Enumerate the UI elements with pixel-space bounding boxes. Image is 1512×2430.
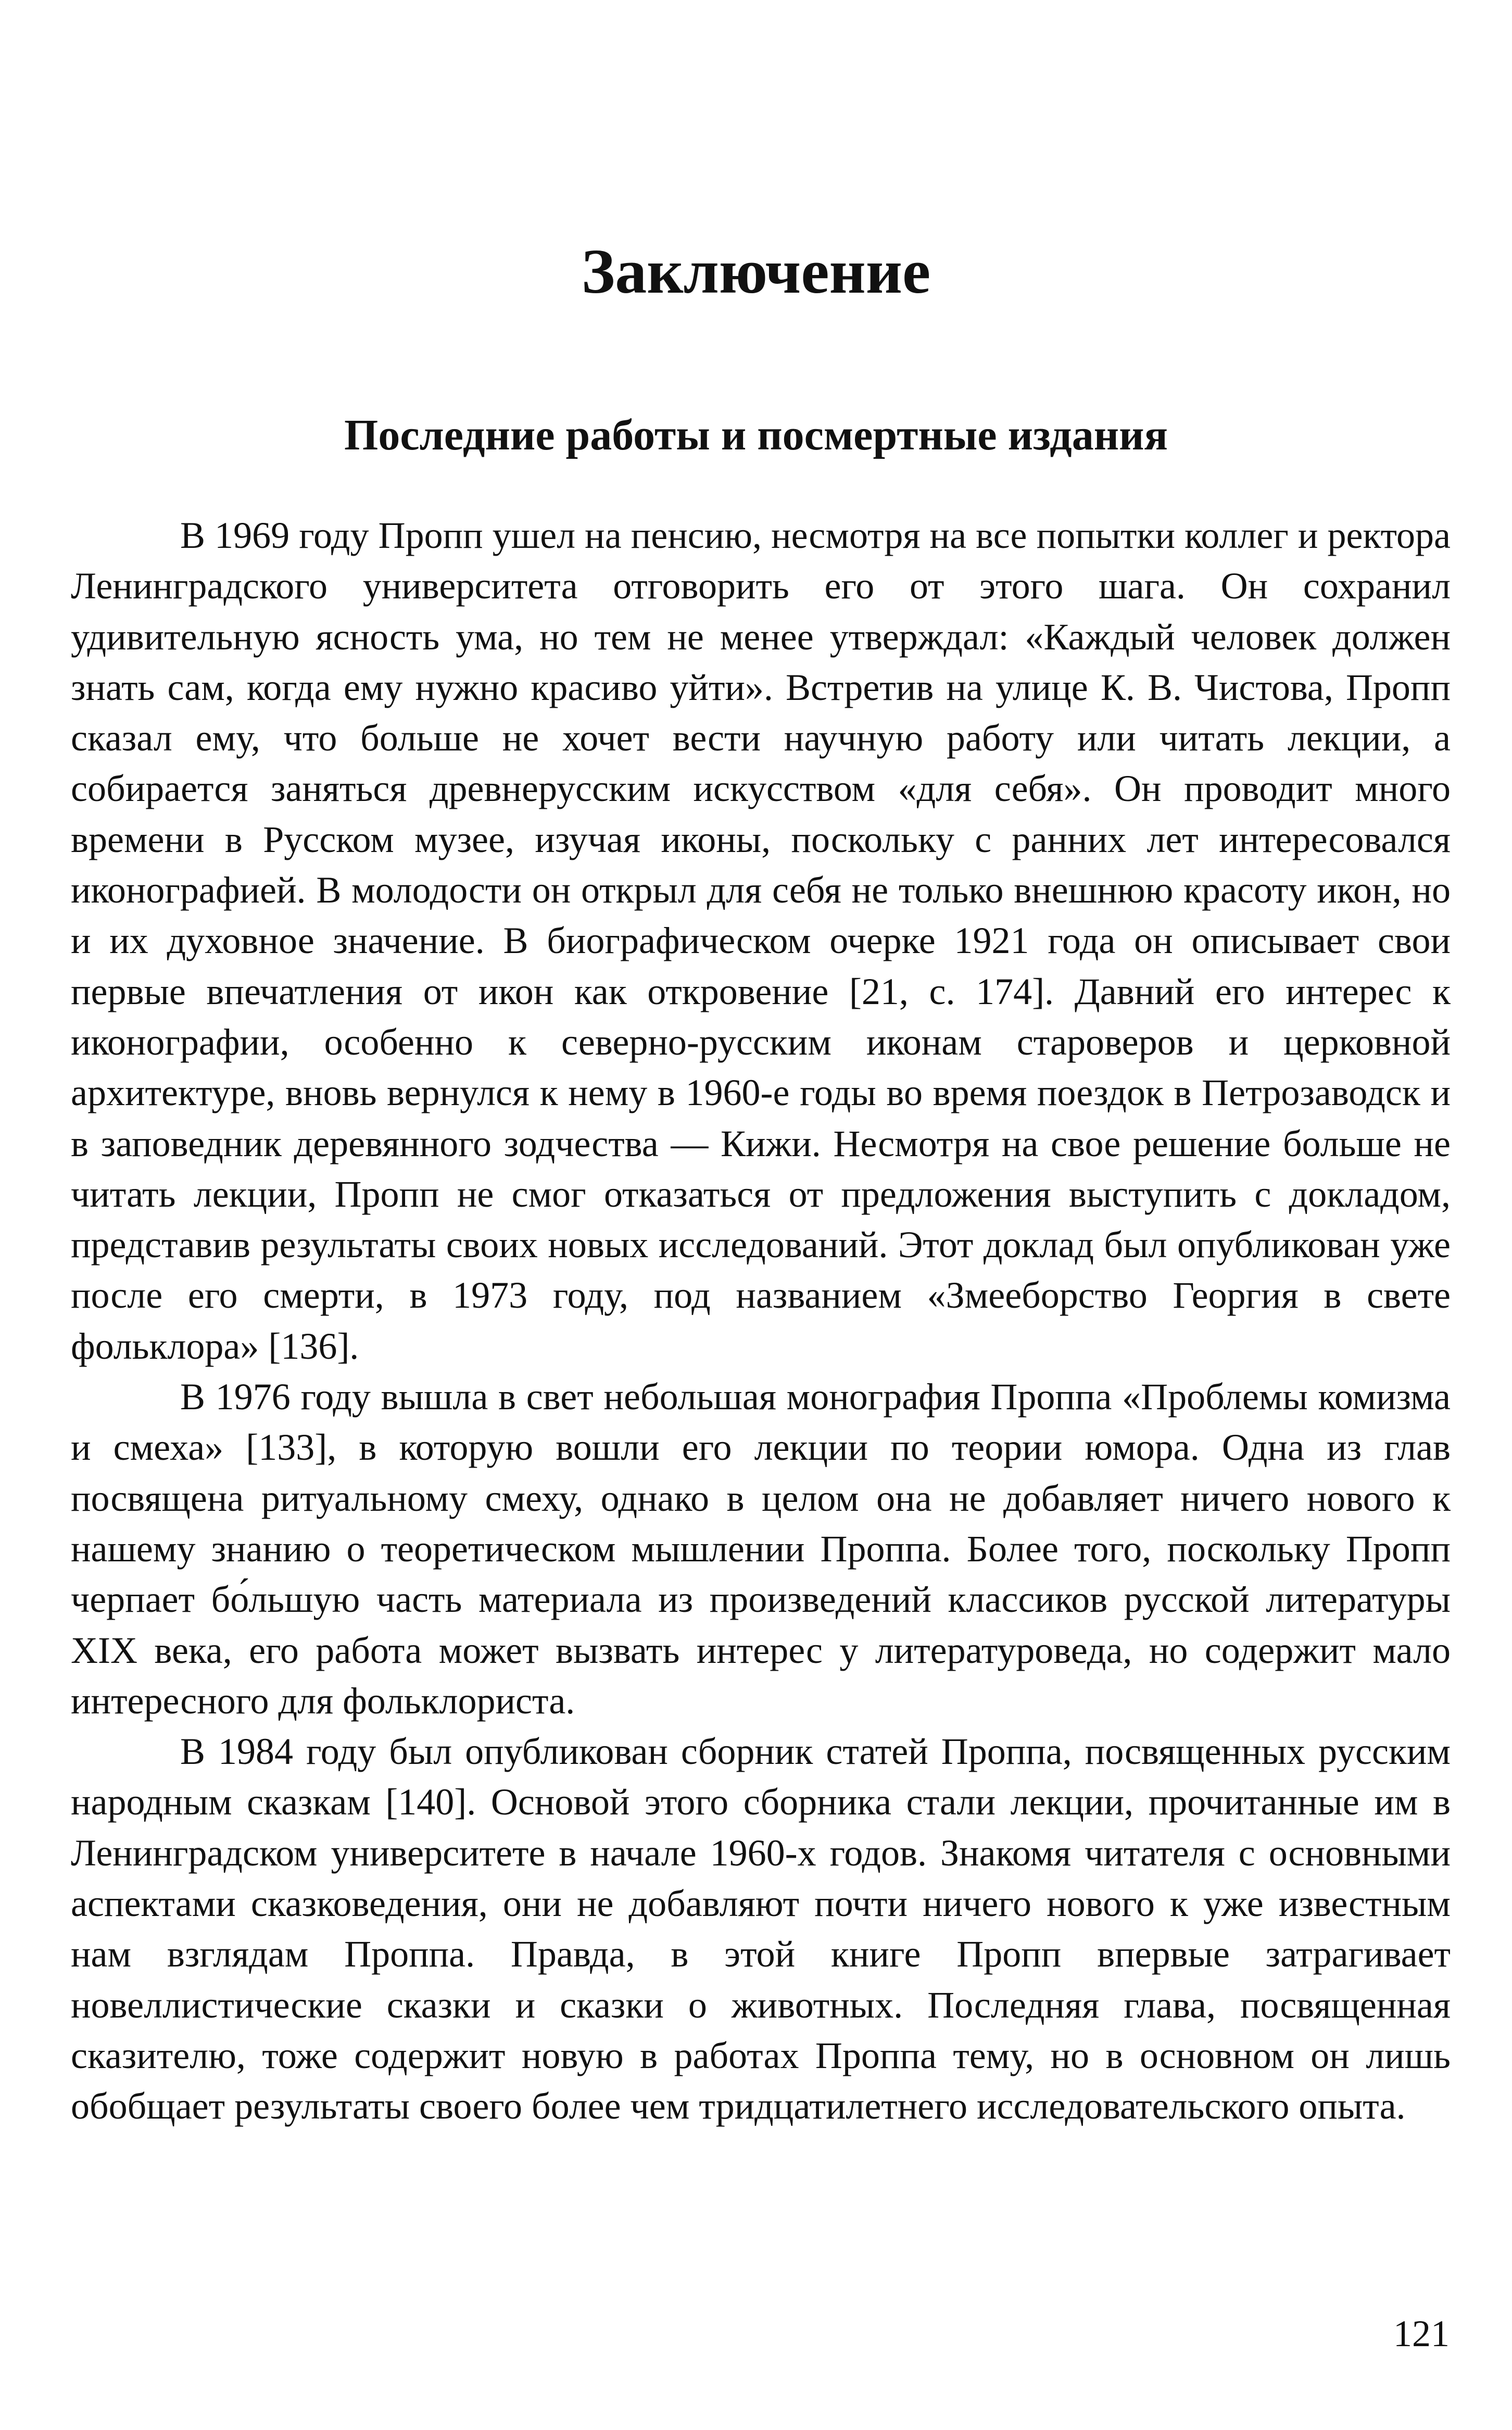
paragraph: В 1984 году был опубликован сборник статей Проппа, посвященных русским народным сказкам [140]. Основой этого сборника стали лекции, прочитанные им в Ленинградском университете в начале 1960-х годов. Знакомя читателя с основными аспектами сказковедения, они не добавляют почти ничего нового к уже известным нам взглядам Проппа. Правда, в этой книге Пропп впервые затрагивает новеллистические сказки и сказки о животных. Последняя глава, посвященная сказителю, тоже содержит новую в работах Проппа тему, но в основном он лишь обобщает результаты своего более чем тридцатилетнего исследовательского опыта. <box>71 1731 1451 2127</box>
section-title: Последние работы и посмертные издания <box>344 411 1168 459</box>
chapter-title: Заключение <box>581 236 931 307</box>
body-text <box>71 510 1451 2132</box>
paragraph: В 1969 году Пропп ушел на пенсию, несмотря на все попытки коллег и ректора Ленинградского университета отговорить его от этого шага. Он сохранил удивительную ясность ума, но тем не менее утверждал: «Каждый человек должен знать сам, когда ему нужно красиво уйти». Встретив на улице К. В. Чистова, Пропп сказал ему, что больше не хочет вести научную работу или читать лекции, а собирается заняться древнерусским искусством «для себя». Он проводит много времени в Русском музее, изучая иконы, поскольку с ранних лет интересовался иконографией. В молодости он открыл для себя не только внешнюю красоту икон, но и их духовное значение. В биографическом очерке 1921 года он описывает свои первые впечатления от икон как откровение [21, с. 174]. Давний его интерес к иконографии, особенно к северно-русским иконам староверов и церковной архитектуре, вновь вернулся к нему в 1960-е годы во время поездок в Петрозаводск и в заповедник деревянного зодчества — Кижи. Несмотря на свое решение больше не читать лекции, Пропп не смог отказаться от предложения выступить с докладом, представив результаты своих новых исследований. Этот доклад был опубликован уже после его смерти, в 1973 году, под названием «Змееборство Георгия в свете фольклора» [136]. <box>71 515 1451 1367</box>
page-number: 121 <box>1393 2313 1450 2354</box>
paragraph: В 1976 году вышла в свет небольшая монография Проппа «Проблемы комизма и смеха» [133], в которую вошли его лекции по теории юмора. Одна из глав посвящена ритуальному смеху, однако в целом она не добавляет ничего нового к нашему знанию о теоретическом мышлении Проппа. Более того, поскольку Пропп черпает бо́льшую часть материала из произведений классиков русской литературы XIX века, его работа может вызвать интерес у литературоведа, но содержит мало интересного для фольклориста. <box>71 1376 1451 1722</box>
